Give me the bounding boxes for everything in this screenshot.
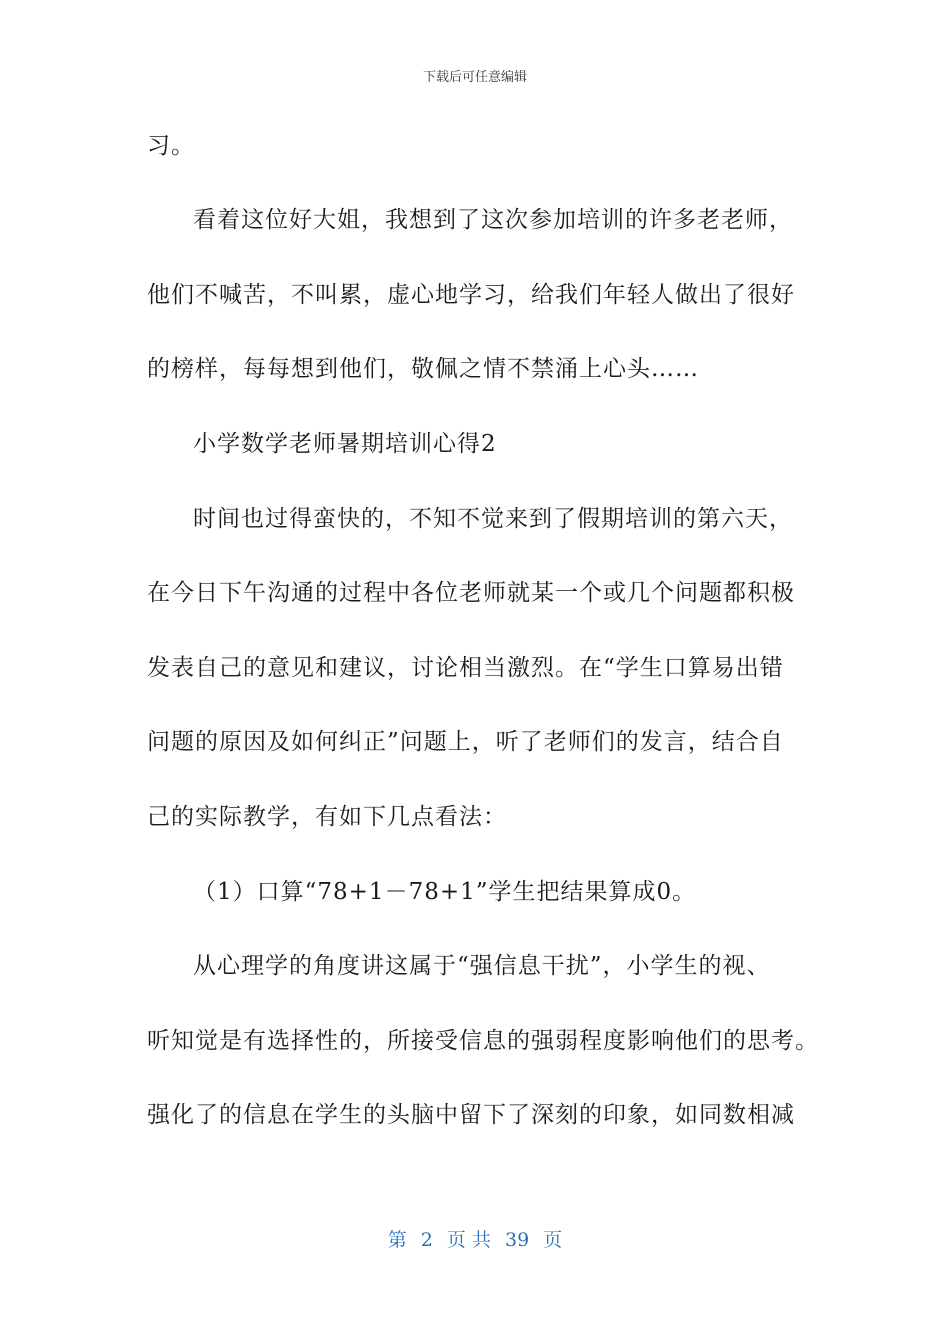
text-line: 强化了的信息在学生的头脑中留下了深刻的印象，如同数相减 [147, 1102, 795, 1128]
text-line: 发表自己的意见和建议，讨论相当激烈。在“学生口算易出错 [147, 655, 784, 681]
text-line-paragraph-start: 时间也过得蛮快的，不知不觉来到了假期培训的第六天， [193, 506, 793, 532]
footer-page-number: 2 [420, 1229, 433, 1251]
text-line: 问题的原因及如何纠正”问题上，听了老师们的发言，结合自 [147, 729, 784, 755]
page-footer [0, 1225, 950, 1252]
text-line: 听知觉是有选择性的，所接受信息的强弱程度影响他们的思考。 [147, 1028, 819, 1054]
footer-middle: 页 共 [446, 1229, 491, 1251]
text-line: 的榜样，每每想到他们，敬佩之情不禁涌上心头…… [147, 356, 699, 382]
text-line: 他们不喊苦，不叫累，虚心地学习，给我们年轻人做出了很好 [147, 282, 795, 308]
text-line: 己的实际教学，有如下几点看法： [147, 804, 507, 830]
section-heading: 小学数学老师暑期培训心得2 [193, 431, 497, 457]
text-line-paragraph-start: 看着这位好大姐，我想到了这次参加培训的许多老老师， [193, 207, 793, 233]
footer-prefix: 第 [387, 1229, 407, 1251]
footer-total-pages: 39 [505, 1229, 530, 1251]
page-header: 下载后可任意编辑 [422, 70, 527, 85]
text-line: 在今日下午沟通的过程中各位老师就某一个或几个问题都积极 [147, 580, 795, 606]
footer-suffix: 页 [543, 1229, 563, 1251]
text-line-paragraph-start: 从心理学的角度讲这属于“强信息干扰”，小学生的视、 [193, 953, 771, 979]
text-line-continuation: 习。 [147, 133, 195, 159]
list-item: （1）口算“78+1－78+1”学生把结果算成0。 [193, 879, 697, 905]
